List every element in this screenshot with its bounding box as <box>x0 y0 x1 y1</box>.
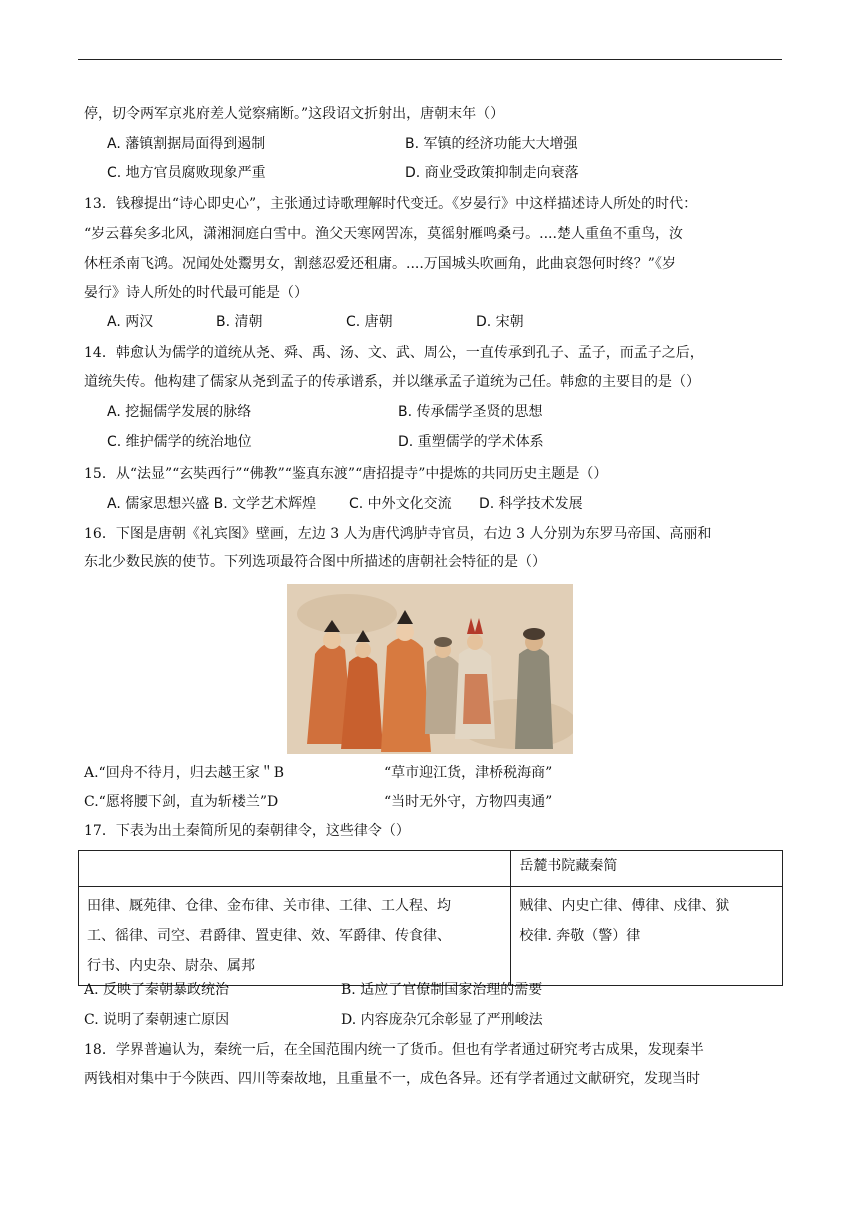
q17-stem: 17．下表为出土秦简所见的秦朝律令，这些律令（） <box>84 823 410 839</box>
q14-stem-line1: 14．韩愈认为儒学的道统从尧、舜、禹、汤、文、武、周公，一直传承到孔子、孟子，而孟子之后， <box>84 345 704 361</box>
q14-stem-line2: 道统失传。他构建了儒家从尧到孟子的传承谱系，并以继承孟子道统为己任。韩愈的主要目的是（） <box>84 374 700 390</box>
header-rule <box>78 59 782 60</box>
q13-stem-line1: 13．钱穆提出“诗心即史心”，主张通过诗歌理解时代变迁。《岁晏行》中这样描述诗人所处的时代： <box>84 196 698 212</box>
q15-option-d[interactable]: D. 科学技术发展 <box>479 496 583 512</box>
table-header-left <box>79 851 511 887</box>
qin-statutes-table <box>78 850 783 986</box>
q13-stem-line2: “岁云暮矣多北风，潇湘洞庭白雪中。渔父天寒网罟冻，莫徭射雁鸣桑弓。....楚人重鱼不重鸟，汝 <box>84 226 683 242</box>
q17-option-d[interactable]: D. 内容庞杂冗余彰显了严刑峻法 <box>341 1012 543 1028</box>
q14-option-a[interactable]: A. 挖掘儒学发展的脉络 <box>107 404 252 420</box>
q13-option-a[interactable]: A. 两汉 <box>107 314 154 330</box>
tang-mural-illustration <box>287 584 573 754</box>
q17-option-b[interactable]: B. 适应了官僚制国家治理的需要 <box>341 982 543 998</box>
q14-option-d[interactable]: D. 重塑儒学的学术体系 <box>398 434 544 450</box>
q13-option-d[interactable]: D. 宋朝 <box>476 314 524 330</box>
q12-option-a[interactable]: A. 藩镇割据局面得到遏制 <box>107 136 266 152</box>
q18-stem-line2: 两钱相对集中于今陕西、四川等秦故地，且重量不一，成色各异。还有学者通过文献研究，发现当时 <box>84 1071 700 1087</box>
table-cell-right <box>511 887 783 986</box>
q16-stem-line1: 16．下图是唐朝《礼宾图》壁画，左边 3 人为唐代鸿胪寺官员，右边 3 人分别为东罗马帝国、高丽和 <box>84 526 712 542</box>
q12-stem-continuation: 停，切令两军京兆府差人觉察痛断。”这段诏文折射出，唐朝末年（） <box>84 106 505 122</box>
table-left-line1: 田律、厩苑律、仓律、金布律、关市律、工律、工人程、均 <box>87 898 451 914</box>
table-cell-left <box>79 887 511 986</box>
q13-option-c[interactable]: C. 唐朝 <box>346 314 393 330</box>
q12-option-c[interactable]: C. 地方官员腐败现象严重 <box>107 165 266 181</box>
q17-option-c[interactable]: C. 说明了秦朝速亡原因 <box>84 1012 230 1028</box>
q16-option-b-text[interactable]: “草市迎江货，津桥税海商” <box>384 765 553 781</box>
q15-stem: 15．从“法显”“玄奘西行”“佛教”“鉴真东渡”“唐招提寺”中提炼的共同历史主题是（） <box>84 466 608 482</box>
table-right-line1: 贼律、内史亡律、傅律、戍律、狱 <box>519 898 730 914</box>
table-header-right: 岳麓书院藏秦简 <box>511 851 783 887</box>
q16-option-c-d[interactable]: C.“愿将腰下剑，直为斩楼兰”D <box>84 794 279 810</box>
q15-option-ab[interactable]: A. 儒家思想兴盛 B. 文学艺术辉煌 <box>107 496 317 512</box>
q17-option-a[interactable]: A. 反映了秦朝暴政统治 <box>84 982 230 998</box>
q12-option-d[interactable]: D. 商业受政策抑制走向衰落 <box>405 165 579 181</box>
q16-stem-line2: 东北少数民族的使节。下列选项最符合图中所描述的唐朝社会特征的是（） <box>84 554 546 570</box>
q14-option-b[interactable]: B. 传承儒学圣贤的思想 <box>398 404 543 420</box>
q18-stem-line1: 18．学界普遍认为，秦统一后，在全国范围内统一了货币。但也有学者通过研究考古成果，发现秦半 <box>84 1042 704 1058</box>
table-left-line3: 行书、内史杂、尉杂、属邦 <box>87 958 255 974</box>
q16-option-a-b[interactable]: A.“回舟不待月，归去越王家＂B <box>84 765 285 781</box>
table-right-line2: 校律. 奔敬（警）律 <box>519 928 641 944</box>
q14-option-c[interactable]: C. 维护儒学的统治地位 <box>107 434 252 450</box>
q13-stem-line4: 晏行》诗人所处的时代最可能是（） <box>84 285 308 301</box>
q15-option-c[interactable]: C. 中外文化交流 <box>349 496 452 512</box>
table-left-line2: 工、徭律、司空、君爵律、置吏律、效、军爵律、传食律、 <box>87 928 451 944</box>
q13-option-b[interactable]: B. 清朝 <box>216 314 263 330</box>
q16-option-d-text[interactable]: “当时无外守，方物四夷通” <box>384 794 553 810</box>
q13-stem-line3: 休枉杀南飞鸿。况闻处处鬻男女，割慈忍爱还租庸。....万国城头吹画角，此曲哀怨何时终？”《岁 <box>84 256 676 272</box>
q12-option-b[interactable]: B. 军镇的经济功能大大增强 <box>405 136 578 152</box>
